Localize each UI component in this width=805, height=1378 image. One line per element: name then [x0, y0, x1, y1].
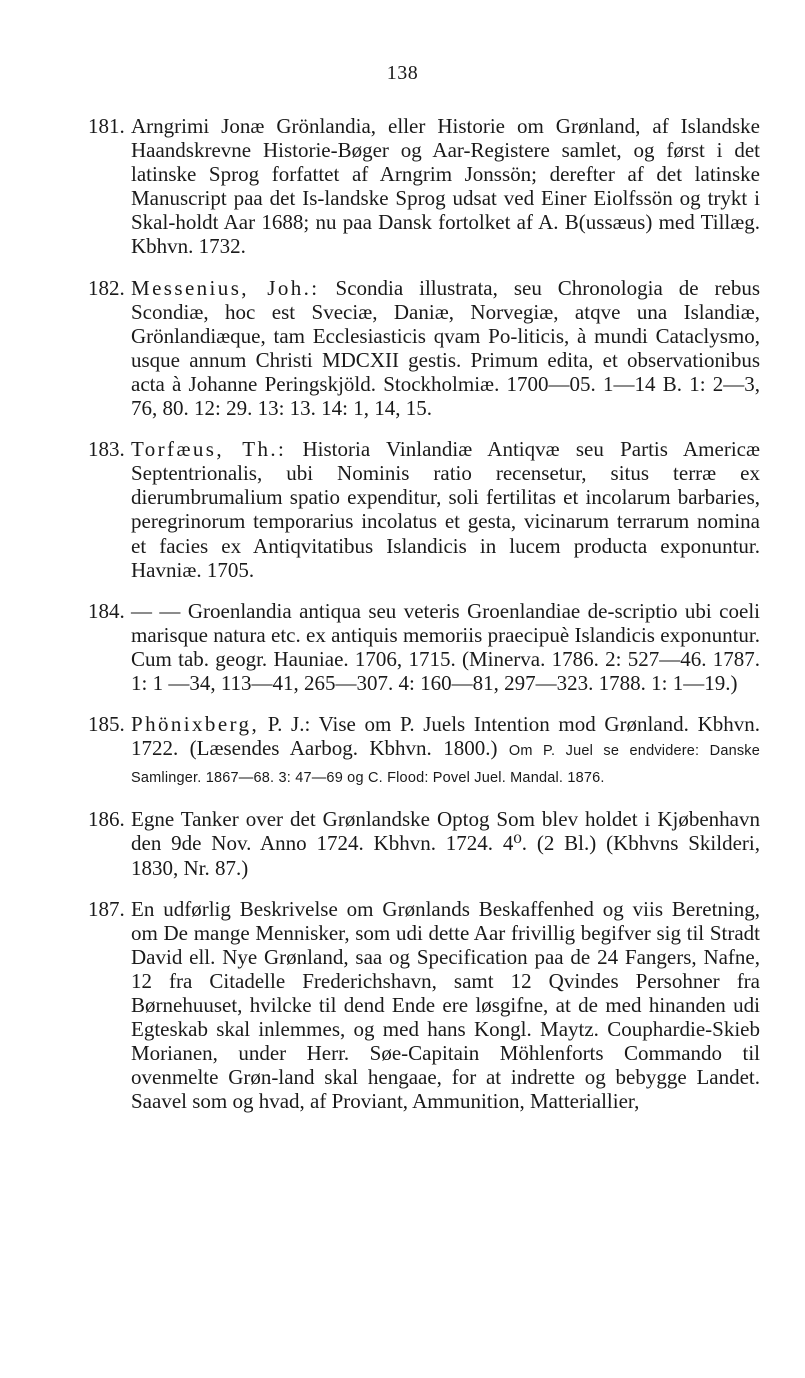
bibliography-entry-184	[88, 599, 760, 695]
bibliography-entry-181	[88, 114, 760, 259]
entry-number: 181.	[88, 114, 125, 138]
entry-text: Arngrimi Jonæ Grönlandia, eller Historie om Grønland, af Islandske Haandskrevne Historie-Bøger og Aar-Registere samlet, og først i det latinske Sprog forfattet af Arngrim Jonssön; derefter af det latinske Manuscript paa det Is-landske Sprog udsat ved Einer Eiolfssön og trykt i Skal-holdt Aar 1688; nu paa Dansk fortolket af A. B(ussæus) med Tillæg. Kbhvn. 1732.	[131, 114, 760, 259]
entry-note: Om P. Juel se endvidere: Danske Samlinger. 1867—68. 3: 47—69 og C. Flood: Povel Juel. Mandal. 1876.	[131, 743, 761, 787]
entry-text: Historia Vinlandiæ Antiqvæ seu Partis Americæ Septentrionalis, ubi Nominis ratio recensetur, situs terræ ex dierumbrumalium spatio expenditur, soli fertilitas et incolarum barbaries, peregrinorum temporarius incolatus et gesta, vicinarum terrarum nomina et facies ex Antiqvitatibus Islandicis in lucem producta exponuntur. Havniæ. 1705.	[131, 437, 760, 582]
bibliography-entry-183	[88, 437, 760, 582]
entry-text: P. J.: Vise om P. Juels Intention mod Grønland. Kbhvn. 1722. (Læsendes Aarbog. Kbhvn. 1800.)	[131, 712, 761, 761]
bibliography-entry-187	[88, 897, 760, 1114]
entry-text: Egne Tanker over det Grønlandske Optog Som blev holdet i Kjøbenhavn den 9de Nov. Anno 1724. Kbhvn. 1724. 4⁰. (2 Bl.) (Kbhvns Skilderi, 1830, Nr. 87.)	[131, 807, 760, 880]
entry-author: Messenius, Joh.:	[131, 275, 320, 300]
page-number: 138	[386, 62, 419, 84]
entry-number: 182.	[88, 275, 125, 300]
entry-author: Torfæus, Th.:	[131, 437, 287, 462]
entry-text: En udførlig Beskrivelse om Grønlands Beskaffenhed og viis Beretning, om De mange Mennisker, som udi dette Aar frivillig begifver sig til Stradt David ell. Nye Grønland, saa og Specification paa de 24 Fangers, Nafne, 12 fra Citadelle Frederichshavn, samt 12 Qvindes Persohner fra Børnehuuset, hvilcke til dend Ende ere løsgifne, at de med hinanden udi Egteskab skal inlemmes, og med hans Kongl. Maytz. Couphardie-Skieb Morianen, under Herr. Søe-Capitain Möhlenforts Commando til ovenmelte Grøn-land skal hengaae, for at indrette og bebygge Landet. Saavel som og hvad, af Proviant, Ammunition, Matteriallier,	[131, 896, 760, 1114]
entry-author: Phönixberg,	[131, 712, 260, 737]
bibliography-entry-182	[88, 276, 760, 421]
entry-number: 187.	[88, 896, 125, 921]
bibliography-entry-186	[88, 807, 760, 879]
entry-number: 185.	[88, 712, 125, 737]
entry-text: Scondia illustrata, seu Chronologia de rebus Scondiæ, hoc est Sveciæ, Daniæ, Norvegiæ, atqve una Islandiæ, Grönlandiæque, tam Ecclesiasticis qvam Po-liticis, à mundi Cataclysmo, usque annum Christi MDCXII gestis. Primum edita, et observationibus acta à Johanne Peringskjöld. Stockholmiæ. 1700—05. 1—14 B. 1: 2—3, 76, 80. 12: 29. 13: 13. 14: 1, 14, 15.	[131, 275, 761, 421]
entry-text: — — Groenlandia antiqua seu veteris Groenlandiae de-scriptio ubi coeli marisque natura etc. ex antiquis memoriis praecipuè Islandicis exponuntur. Cum tab. geogr. Hauniae. 1706, 1715. (Minerva. 1786. 2: 527—46. 1787. 1: 1 —34, 113—41, 265—307. 4: 160—81, 297—323. 1788. 1: 1—19.)	[131, 598, 760, 695]
bibliography-list	[88, 114, 760, 1130]
entry-number: 183.	[88, 437, 125, 462]
bibliography-entry-185	[88, 712, 760, 790]
entry-number: 184.	[88, 598, 125, 623]
entry-number: 186.	[88, 807, 125, 832]
